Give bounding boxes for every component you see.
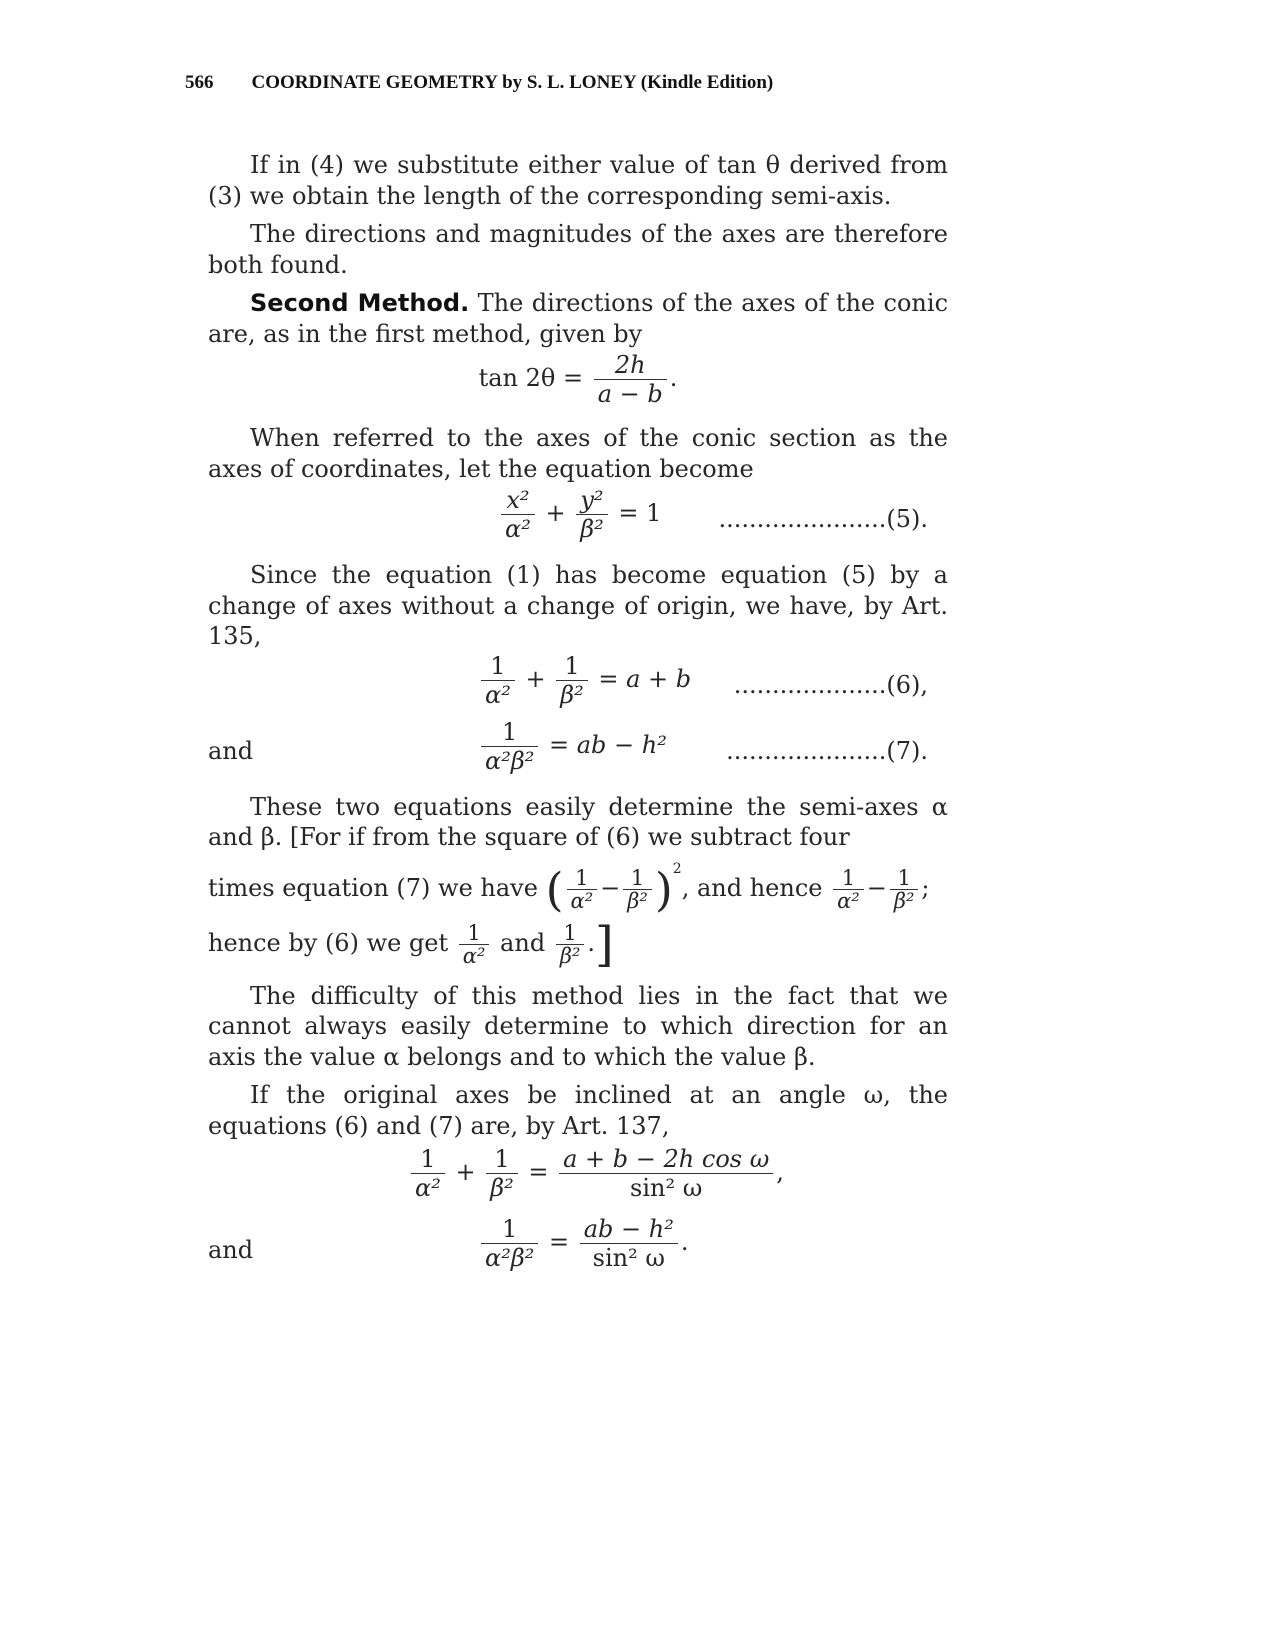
text-and-inline: and: [500, 928, 546, 957]
paragraph-referred: When referred to the axes of the conic section as the axes of coordinates, let the equation become: [208, 424, 948, 483]
page-header: [185, 72, 773, 94]
eq6-n1: 1: [481, 652, 515, 681]
inline-one-d: 1: [890, 867, 919, 890]
eq-tan-den: a − b: [597, 380, 663, 408]
and-label-9: and: [208, 1236, 254, 1264]
eq6-d2: β²: [560, 680, 584, 709]
line-times-equation: [208, 853, 948, 916]
eq9-d1: α²β²: [485, 1244, 535, 1272]
eq8-equals: =: [528, 1158, 549, 1186]
paragraph-difficulty: The difficulty of this method lies in the fact that we cannot always easily determine to which direction for an axis the value α belongs and to which the value β.: [208, 981, 948, 1071]
eq-tan-num: 2h: [594, 351, 667, 380]
eq5-tag: ......................(5).: [718, 505, 928, 533]
inline-frac-e: [459, 922, 490, 967]
eq6-d1: α²: [485, 680, 511, 709]
eq-tan-trail: .: [669, 364, 678, 392]
eq9-num: ab − h²: [580, 1215, 678, 1244]
inline-semicolon: ;: [921, 873, 930, 902]
paragraph-second-method: [208, 288, 948, 349]
inline-b2: β²: [627, 888, 648, 913]
paren-open: (: [545, 862, 564, 916]
eq6-plus: +: [525, 664, 546, 693]
text-times-equation: times equation (7) we have: [208, 873, 538, 902]
eq8-num: a + b − 2h cos ω: [559, 1145, 773, 1174]
inline-minus-a: −: [600, 873, 621, 902]
eq9-frac-lhs: [481, 1215, 538, 1272]
inline-b2-f: β²: [559, 943, 581, 968]
eq8-d2: β²: [490, 1174, 514, 1202]
eq8-plus: +: [455, 1158, 476, 1186]
eq5-d1: α²: [505, 515, 531, 543]
eq5-rhs: = 1: [618, 499, 662, 527]
inline-frac-d: [890, 867, 919, 912]
paren-close: ): [654, 862, 673, 916]
eq8-frac-1: [411, 1145, 445, 1202]
eq7-n1: 1: [481, 718, 538, 747]
and-label-7: and: [208, 736, 254, 765]
bracket-close: ]: [595, 916, 614, 972]
eq9-frac-rhs: [580, 1215, 678, 1272]
eq5-d2: β²: [580, 515, 604, 543]
eq7-rhs: = ab − h²: [548, 730, 667, 759]
paragraph-inclined: If the original axes be inclined at an angle ω, the equations (6) and (7) are, by Art. 137,: [208, 1081, 948, 1140]
eq5-n2: y²: [576, 486, 608, 515]
eq5-n1: x²: [501, 486, 535, 515]
section-heading: Second Method.: [250, 289, 470, 317]
inline-frac-c: [833, 867, 864, 912]
inline-dot: .: [587, 928, 596, 957]
eq-tan-fraction: [594, 351, 667, 408]
eq8-n1: 1: [411, 1145, 445, 1174]
inline-minus-c: −: [866, 873, 887, 902]
eq6-frac-2: [556, 652, 588, 709]
inline-a2: α²: [570, 888, 594, 913]
eq5-frac-y: [576, 486, 608, 543]
line-hence-by-6: [208, 913, 948, 973]
eq5-plus: +: [545, 499, 566, 527]
eq9-den: sin² ω: [592, 1244, 665, 1272]
eq6-rhs: = a + b: [598, 664, 692, 693]
eq6-frac-1: [481, 652, 515, 709]
eq8-frac-2: [486, 1145, 518, 1202]
inline-one-a: 1: [567, 867, 598, 890]
second-method-text: The directions of the axes of the conic are, as in the first method, given by: [208, 289, 949, 348]
eq5-frac-x: [501, 486, 535, 543]
paragraph-two-equations: These two equations easily determine the semi-axes α and β. [For if from the square of (6) we subtract four: [208, 792, 948, 851]
eq9-n1: 1: [481, 1215, 538, 1244]
inline-square: 2: [672, 860, 682, 877]
paragraph-substitute: If in (4) we substitute either value of tan θ derived from (3) we obtain the length of the corresponding semi-axis.: [208, 151, 948, 210]
inline-frac-a: [567, 867, 598, 912]
eq8-trail: ,: [776, 1158, 784, 1186]
page-body: [208, 150, 948, 1285]
eq8-d1: α²: [415, 1174, 441, 1202]
text-and-hence: , and hence: [681, 873, 823, 902]
book-title: COORDINATE GEOMETRY by S. L. LONEY (Kindle Edition): [251, 72, 774, 93]
eq6-n2: 1: [556, 652, 588, 681]
eq9-trail: .: [680, 1228, 689, 1256]
inline-one-e: 1: [459, 922, 490, 945]
eq9-equals: =: [548, 1228, 570, 1256]
eq8-den: sin² ω: [630, 1174, 703, 1202]
equation-tan-2theta: [208, 351, 948, 415]
paragraph-axes-found: The directions and magnitudes of the axes are therefore both found.: [208, 220, 948, 279]
page-number: 566: [185, 72, 214, 93]
eq8-n2: 1: [486, 1145, 518, 1174]
inline-a2-c: α²: [837, 888, 860, 913]
inline-one-f: 1: [556, 922, 585, 945]
eq6-tag: ....................(6),: [733, 670, 928, 699]
inline-one-c: 1: [833, 867, 864, 890]
paragraph-since: Since the equation (1) has become equation (5) by a change of axes without a change of origin, we have, by Art. 135,: [208, 561, 948, 650]
equation-5: [208, 486, 948, 552]
eq7-d1: α²β²: [485, 746, 535, 775]
equation-6: [208, 652, 948, 718]
inline-b2-d: β²: [893, 888, 915, 913]
inline-frac-b: [623, 867, 652, 912]
equation-9: [208, 1215, 948, 1285]
inline-frac-f: [556, 922, 585, 967]
text-hence-by-6: hence by (6) we get: [208, 928, 449, 957]
equation-7: [208, 718, 948, 784]
inline-one-b: 1: [623, 867, 652, 890]
inline-a2-e: α²: [462, 943, 486, 968]
equation-8: [208, 1145, 948, 1215]
eq-tan-lhs: tan 2θ =: [478, 364, 584, 392]
eq7-tag: .....................(7).: [726, 736, 928, 765]
eq7-frac: [481, 718, 538, 775]
eq8-frac-rhs: [559, 1145, 773, 1202]
